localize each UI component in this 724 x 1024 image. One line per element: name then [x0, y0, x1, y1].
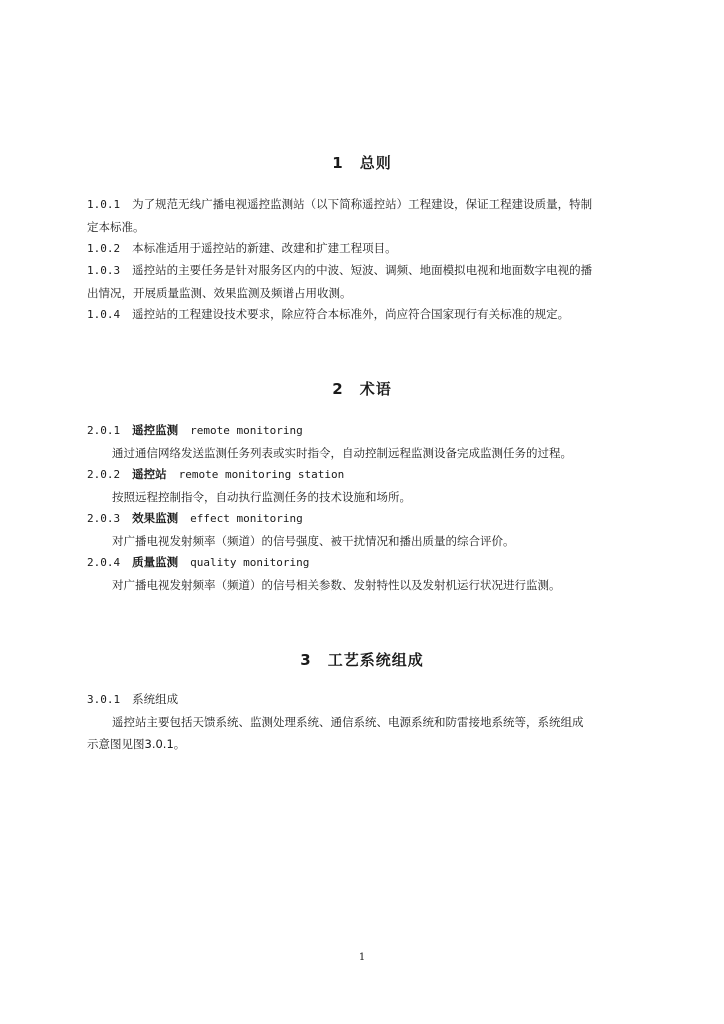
clause-1-0-3: [87, 259, 639, 304]
chapter-title-3: [0, 649, 724, 670]
clause-text: 遥控站主要包括天馈系统、监测处理系统、通信系统、电源系统和防雷接地系统等，系统组成: [112, 715, 584, 729]
term-english: effect monitoring: [190, 512, 303, 525]
clause-1-0-2: [87, 237, 639, 260]
term-2-0-2: [87, 463, 639, 508]
clause-text: 遥控站的工程建设技术要求，除应符合本标准外，尚应符合国家现行有关标准的规定。: [132, 307, 570, 321]
clause-number: 1.0.1: [87, 198, 121, 211]
term-chinese: 遥控站: [132, 467, 167, 481]
clause-text-continued: 定本标准。: [87, 220, 145, 234]
clause-number: 1.0.3: [87, 264, 121, 277]
clause-1-0-1: [87, 193, 639, 238]
chapter-heading: 总则: [359, 154, 392, 172]
term-2-0-4: [87, 551, 639, 596]
page-number: 1: [358, 952, 366, 963]
clause-number: 1.0.2: [87, 242, 121, 255]
clause-heading: 系统组成: [132, 692, 179, 706]
term-chinese: 遥控监测: [132, 423, 179, 437]
clause-number: 2.0.3: [87, 512, 121, 525]
clause-text-continued: 示意图见图3.0.1。: [87, 737, 186, 751]
term-definition: 通过通信网络发送监测任务列表或实时指令，自动控制远程监测设备完成监测任务的过程。: [112, 446, 572, 460]
clause-number: 2.0.2: [87, 468, 121, 481]
term-2-0-3: [87, 507, 639, 552]
clause-1-0-4: [87, 303, 639, 326]
clause-number: 1.0.4: [87, 308, 121, 321]
term-chinese: 质量监测: [132, 555, 179, 569]
clause-text: 遥控站的主要任务是针对服务区内的中波、短波、调频、地面模拟电视和地面数字电视的播: [132, 263, 593, 277]
clause-number: 2.0.1: [87, 424, 121, 437]
clause-number: 2.0.4: [87, 556, 121, 569]
clause-3-0-1: [87, 688, 639, 755]
chapter-heading: 术语: [359, 380, 392, 398]
term-definition: 按照远程控制指令，自动执行监测任务的技术设施和场所。: [112, 490, 411, 504]
term-english: quality monitoring: [190, 556, 310, 569]
chapter-title-2: [0, 378, 724, 399]
term-english: remote monitoring station: [178, 468, 345, 481]
chapter-number: 1: [332, 154, 344, 172]
clause-text: 为了规范无线广播电视遥控监测站（以下简称遥控站）工程建设，保证工程建设质量，特制: [132, 197, 593, 211]
clause-number: 3.0.1: [87, 693, 121, 706]
term-2-0-1: [87, 419, 639, 464]
chapter-title-1: [0, 152, 724, 173]
term-english: remote monitoring: [190, 424, 303, 437]
term-chinese: 效果监测: [132, 511, 179, 525]
clause-text: 本标准适用于遥控站的新建、改建和扩建工程项目。: [132, 241, 397, 255]
chapter-number: 3: [300, 651, 312, 669]
chapter-number: 2: [332, 380, 344, 398]
clause-text-continued: 出情况，开展质量监测、效果监测及频谱占用收测。: [87, 286, 352, 300]
term-definition: 对广播电视发射频率（频道）的信号相关参数、发射特性以及发射机运行状况进行监测。: [112, 578, 561, 592]
term-definition: 对广播电视发射频率（频道）的信号强度、被干扰情况和播出质量的综合评价。: [112, 534, 515, 548]
chapter-heading: 工艺系统组成: [327, 651, 424, 669]
